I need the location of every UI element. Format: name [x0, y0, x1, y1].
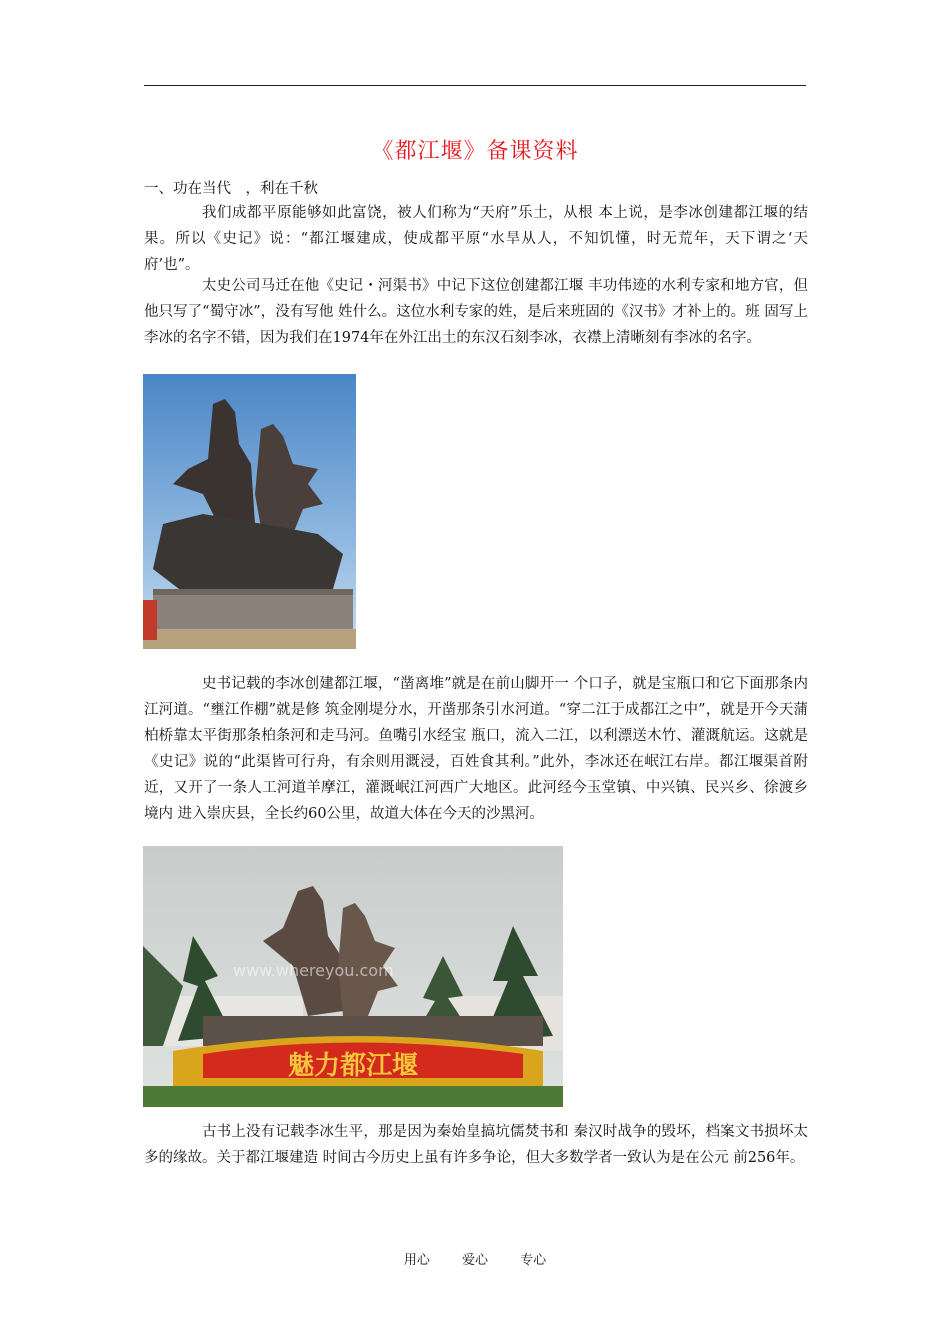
paragraph-1: 我们成都平原能够如此富饶，被人们称为“天府”乐土，从根 本上说，是李冰创建都江堰的结果。所以《史记》说：“都江堰建成，使成都平原“水旱从人，不知饥懂，时无荒年，天下谓之‘天府’也”。 [144, 205, 808, 273]
photo-watermark: www.whereyou.com [233, 961, 394, 980]
page-title: 《都江堰》备课资料 [371, 139, 579, 164]
footer-item-2: 爱心 [461, 1253, 488, 1268]
paragraph-3: 史书记载的李冰创建都江堰，“凿离堆”就是在前山脚开一 个口子，就是宝瓶口和它下面那条内江河道。“壅江作棚”就是修 筑金刚堤分水，开凿那条引水河道。“穿二江于成都江之中”，就是开今天蒲柏桥靠太平街那条柏条河和走马河。鱼嘴引水经宝 瓶口，流入二江，以利漂送木竹、灌溉航运。这就是《史记》说的“此渠皆可行舟，有余则用溉浸，百姓食其利。”此外，李冰还在岷江右岸。都江堰渠首附近，又开了一条人工河道羊摩江，灌溉岷江河西广大地区。此河经今玉堂镇、中兴镇、民兴乡、徐渡乡境内 进入崇庆县，全长约60公里，故道大体在今天的沙黑河。 [144, 676, 808, 822]
statue-photo-1 [143, 374, 356, 649]
statue-photo-2 [143, 846, 563, 1107]
footer-item-3: 专心 [520, 1253, 547, 1268]
section-heading: 一、功在当代 ，利在千秋 [144, 181, 318, 197]
paragraph-2: 太史公司马迁在他《史记・河渠书》中记下这位创建都江堰 丰功伟迹的水利专家和地方官，但他只写了“蜀守冰”，没有写他 姓什么。这位水利专家的姓，是后来班固的《汉书》才补上的。班 固写上李冰的名字不错，因为我们在1974年在外江出土的东汉石刻李冰，衣襟上清晰刻有李冰的名字。 [144, 278, 808, 346]
paragraph-4: 古书上没有记载李冰生平，那是因为秦始皇搞坑儒焚书和 秦汉时战争的毁坏，档案文书损坏太多的缘故。关于都江堰建造 时间古今历史上虽有许多争论，但大多数学者一致认为是在公元 前256年。 [144, 1124, 808, 1166]
flowerbed-text: 魅力都江堰 [287, 1051, 419, 1081]
header-rule [144, 85, 806, 86]
footer-item-1: 用心 [403, 1253, 430, 1268]
page-footer [0, 1249, 950, 1268]
